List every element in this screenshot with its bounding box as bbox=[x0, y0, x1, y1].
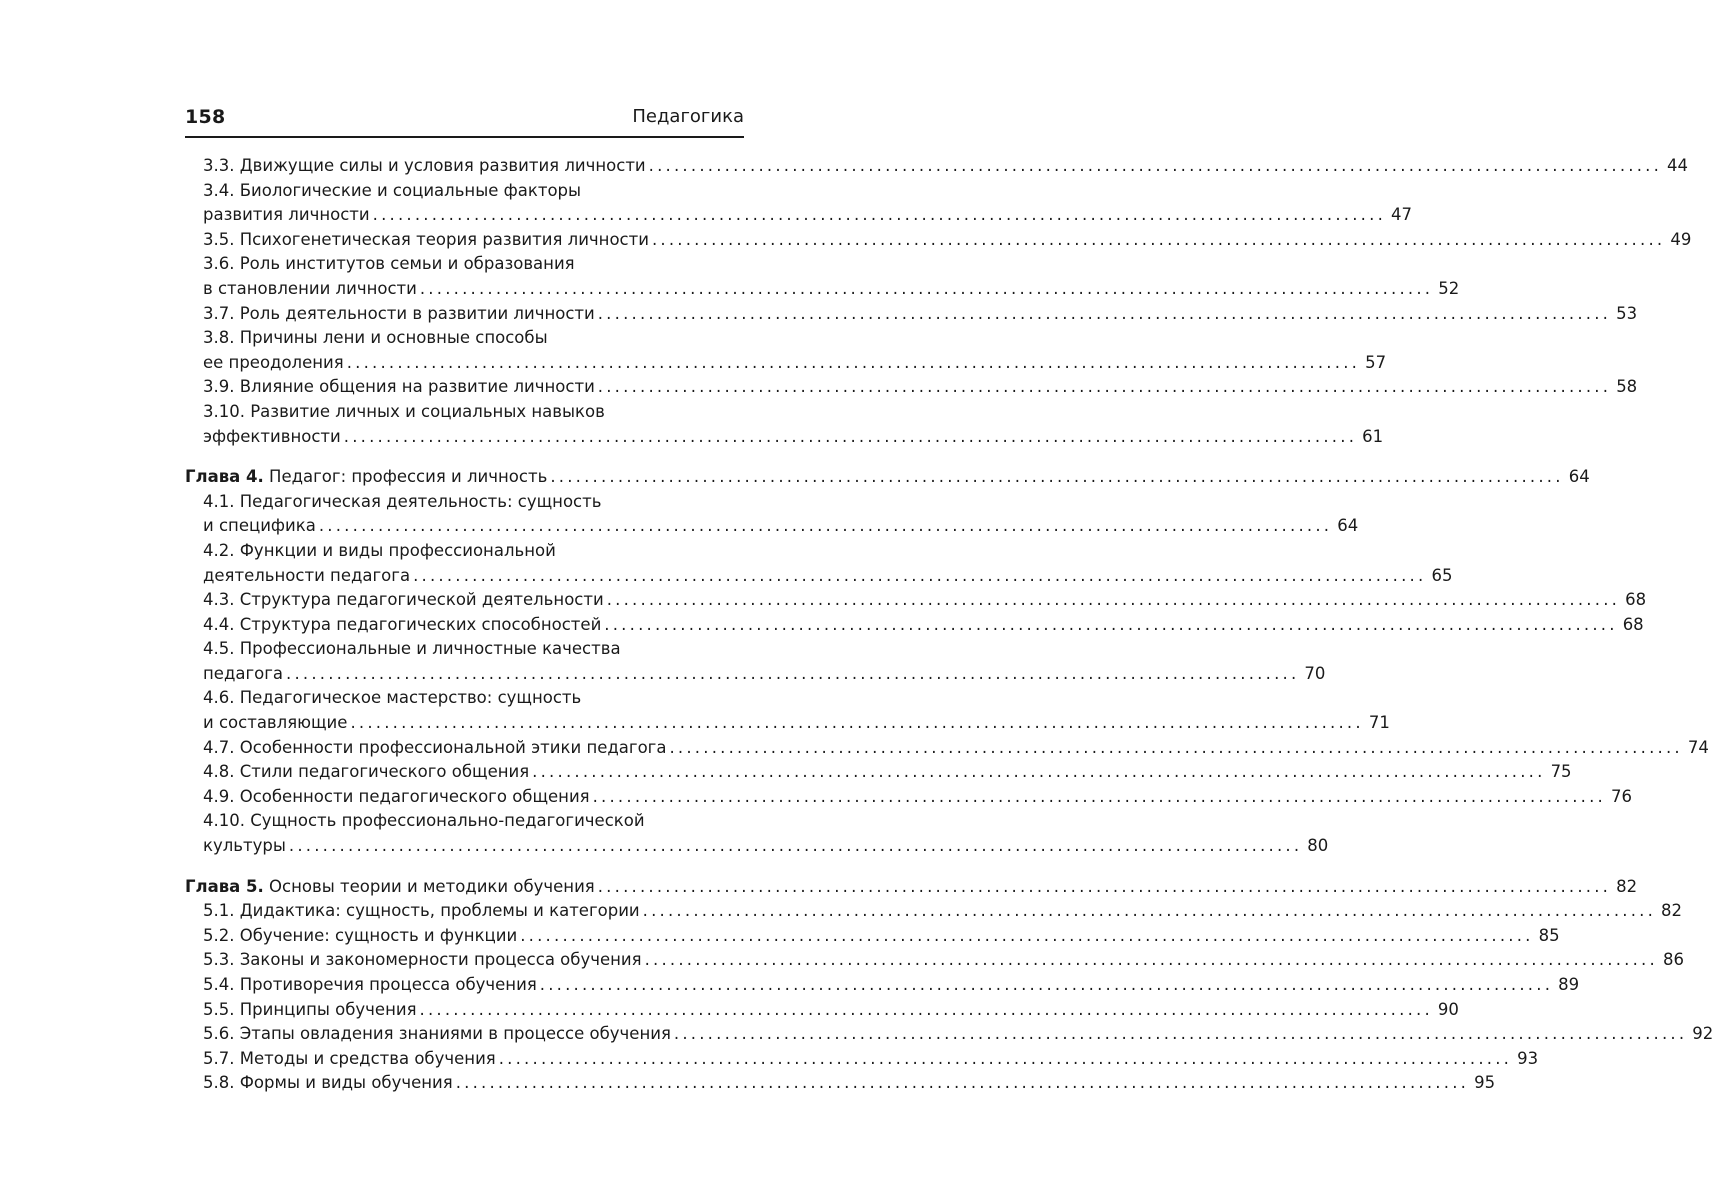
dot-leader: ........................................................................................................................ bbox=[346, 352, 1361, 372]
dot-leader: ........................................................................................................................ bbox=[372, 205, 1387, 225]
section-page-number: 75 bbox=[1550, 762, 1572, 782]
toc-entry-line bbox=[185, 875, 1638, 900]
toc-entry-line bbox=[203, 834, 1329, 859]
section-title: 5.5. Принципы обучения bbox=[203, 999, 417, 1019]
section-title: 5.3. Законы и закономерности процесса обучения bbox=[203, 950, 642, 970]
section-title: 3.10. Развитие личных и социальных навыков bbox=[203, 401, 605, 421]
toc-chapter-block bbox=[185, 465, 1709, 859]
page-number: 158 bbox=[185, 106, 226, 128]
section-title: 4.4. Структура педагогических способностей bbox=[203, 614, 602, 634]
dot-leader: ........................................................................................................................ bbox=[669, 737, 1683, 757]
dot-leader: ........................................................................................................................ bbox=[648, 156, 1663, 175]
toc-entry-line bbox=[203, 736, 1709, 761]
dot-leader: ........................................................................................................................ bbox=[318, 516, 1333, 536]
section-title: 5.7. Методы и средства обучения bbox=[203, 1048, 496, 1068]
section-page-number: 86 bbox=[1662, 950, 1684, 970]
section-page-number: 47 bbox=[1391, 205, 1413, 225]
toc-entry[interactable] bbox=[185, 588, 1647, 613]
toc-entry[interactable] bbox=[185, 302, 1638, 327]
toc-entry[interactable] bbox=[185, 736, 1709, 761]
toc-entry[interactable] bbox=[185, 1047, 1539, 1072]
toc-entry-line bbox=[203, 154, 1689, 179]
toc-entry[interactable] bbox=[185, 809, 1329, 858]
chapter-label: Глава 5. bbox=[185, 876, 264, 896]
dot-leader: ........................................................................................................................ bbox=[419, 999, 1433, 1019]
chapter-label: Глава 4. bbox=[185, 467, 264, 487]
section-title: 4.8. Стили педагогического общения bbox=[203, 762, 530, 782]
dot-leader: ........................................................................................................................ bbox=[350, 713, 1364, 733]
toc-entry-line bbox=[203, 899, 1683, 924]
toc-entry[interactable] bbox=[185, 760, 1572, 785]
chapter-title bbox=[185, 465, 547, 490]
dot-leader: ........................................................................................................................ bbox=[455, 1073, 1470, 1093]
toc-entry-line bbox=[203, 228, 1692, 253]
section-page-number: 57 bbox=[1365, 352, 1387, 372]
toc-entry[interactable] bbox=[185, 1022, 1713, 1047]
toc-entry-line bbox=[203, 973, 1580, 998]
section-page-number: 44 bbox=[1667, 156, 1689, 175]
dot-leader: ........................................................................................................................ bbox=[644, 950, 1658, 970]
section-title: 4.3. Структура педагогической деятельности bbox=[203, 590, 604, 610]
toc-entry-line bbox=[203, 588, 1647, 613]
dot-leader: ........................................................................................................................ bbox=[498, 1048, 1513, 1068]
dot-leader: ........................................................................................................................ bbox=[413, 565, 1427, 585]
toc-entry[interactable] bbox=[185, 252, 1460, 301]
section-title: 5.6. Этапы овладения знаниями в процессе обучения bbox=[203, 1024, 671, 1044]
toc-entry-line bbox=[185, 465, 1590, 490]
toc-entry-line bbox=[203, 179, 744, 204]
dot-leader: ........................................................................................................................ bbox=[673, 1024, 1688, 1044]
toc-entry-line bbox=[203, 302, 1638, 327]
section-title: и составляющие bbox=[203, 713, 348, 733]
table-of-contents bbox=[185, 154, 1713, 1112]
section-page-number: 95 bbox=[1474, 1073, 1496, 1093]
toc-entry[interactable] bbox=[185, 326, 1387, 375]
dot-leader: ........................................................................................................................ bbox=[597, 876, 1612, 896]
toc-entry-line bbox=[203, 785, 1632, 810]
dot-leader: ........................................................................................................................ bbox=[343, 426, 1358, 446]
section-title: 4.9. Особенности педагогического общения bbox=[203, 786, 590, 806]
toc-entry[interactable] bbox=[185, 613, 1644, 638]
toc-entry[interactable] bbox=[185, 686, 1390, 735]
section-title: эффективности bbox=[203, 426, 341, 446]
section-title: 4.5. Профессиональные и личностные качества bbox=[203, 639, 621, 659]
section-title: культуры bbox=[203, 836, 286, 856]
dot-leader: ........................................................................................................................ bbox=[606, 590, 1621, 610]
section-title: 4.10. Сущность профессионально-педагогической bbox=[203, 811, 645, 831]
section-title: педагога bbox=[203, 663, 284, 683]
toc-chapter-entry[interactable] bbox=[185, 465, 1590, 490]
section-page-number: 58 bbox=[1616, 377, 1638, 397]
page-header bbox=[185, 104, 744, 138]
toc-entry-line bbox=[203, 514, 1359, 539]
toc-entry[interactable] bbox=[185, 179, 1413, 228]
chapter-name: Основы теории и методики обучения bbox=[263, 876, 595, 896]
toc-entry[interactable] bbox=[185, 637, 1326, 686]
section-page-number: 82 bbox=[1661, 901, 1683, 921]
toc-entry[interactable] bbox=[185, 490, 1359, 539]
toc-entry-line bbox=[203, 924, 1560, 949]
section-page-number: 85 bbox=[1538, 925, 1560, 945]
toc-entry-line bbox=[203, 760, 1572, 785]
toc-chapter-block bbox=[185, 875, 1713, 1096]
toc-entry-line bbox=[203, 539, 744, 564]
toc-entry[interactable] bbox=[185, 228, 1692, 253]
dot-leader: ........................................................................................................................ bbox=[597, 303, 1612, 323]
toc-entry[interactable] bbox=[185, 785, 1632, 810]
section-title: 3.3. Движущие силы и условия развития личности bbox=[203, 156, 646, 175]
toc-chapter-entry[interactable] bbox=[185, 875, 1638, 900]
toc-entry-line bbox=[203, 1047, 1539, 1072]
section-title: 3.8. Причины лени и основные способы bbox=[203, 328, 548, 348]
dot-leader: ........................................................................................................................ bbox=[651, 229, 1666, 249]
running-title: Педагогика bbox=[632, 106, 744, 127]
dot-leader: ........................................................................................................................ bbox=[597, 377, 1612, 397]
section-title: 5.8. Формы и виды обучения bbox=[203, 1073, 453, 1093]
section-page-number: 70 bbox=[1304, 663, 1326, 683]
toc-entry-line bbox=[203, 613, 1644, 638]
section-page-number: 53 bbox=[1616, 303, 1638, 323]
section-page-number: 49 bbox=[1670, 229, 1692, 249]
toc-entry[interactable] bbox=[185, 973, 1580, 998]
section-page-number: 92 bbox=[1692, 1024, 1713, 1044]
section-page-number: 71 bbox=[1368, 713, 1390, 733]
dot-leader: ........................................................................................................................ bbox=[539, 975, 1554, 994]
toc-entry-line bbox=[203, 662, 1326, 687]
section-title: 5.2. Обучение: сущность и функции bbox=[203, 925, 518, 945]
section-page-number: 76 bbox=[1610, 786, 1632, 806]
chapter-title bbox=[185, 875, 595, 900]
toc-entry-line bbox=[203, 400, 744, 425]
section-page-number: 64 bbox=[1337, 516, 1359, 536]
section-page-number: 74 bbox=[1687, 737, 1709, 757]
dot-leader: ........................................................................................................................ bbox=[419, 278, 1434, 298]
section-title: 4.6. Педагогическое мастерство: сущность bbox=[203, 688, 582, 708]
dot-leader: ........................................................................................................................ bbox=[288, 836, 1303, 856]
section-title: 4.1. Педагогическая деятельность: сущность bbox=[203, 491, 602, 511]
toc-entry[interactable] bbox=[185, 400, 1384, 449]
section-title: и специфика bbox=[203, 516, 316, 536]
section-title: деятельности педагога bbox=[203, 565, 411, 585]
chapter-name: Педагог: профессия и личность bbox=[263, 467, 548, 487]
section-title: 5.1. Дидактика: сущность, проблемы и категории bbox=[203, 901, 640, 921]
section-page-number: 68 bbox=[1625, 590, 1647, 610]
section-title: развития личности bbox=[203, 205, 370, 225]
toc-entry-line bbox=[203, 277, 1460, 302]
toc-entry-line bbox=[203, 490, 744, 515]
toc-entry-line bbox=[203, 252, 744, 277]
toc-entry[interactable] bbox=[185, 539, 1453, 588]
section-page-number: 89 bbox=[1558, 975, 1580, 994]
dot-leader: ........................................................................................................................ bbox=[550, 467, 1564, 487]
toc-entry-line bbox=[203, 564, 1453, 589]
toc-entry[interactable] bbox=[185, 154, 1689, 179]
toc-entry-line bbox=[203, 948, 1684, 973]
toc-entry-line bbox=[203, 375, 1638, 400]
section-page-number: 52 bbox=[1438, 278, 1460, 298]
dot-leader: ........................................................................................................................ bbox=[592, 786, 1606, 806]
toc-entry-line bbox=[203, 1071, 1496, 1096]
section-title: 3.5. Психогенетическая теория развития личности bbox=[203, 229, 649, 249]
toc-entry-line bbox=[203, 711, 1390, 736]
section-title: 4.2. Функции и виды профессиональной bbox=[203, 540, 556, 560]
chapter-page-number: 82 bbox=[1616, 876, 1638, 896]
toc-entry-line bbox=[203, 686, 744, 711]
section-page-number: 68 bbox=[1622, 614, 1644, 634]
toc-entry[interactable] bbox=[185, 948, 1684, 973]
section-title: в становлении личности bbox=[203, 278, 417, 298]
section-title: 3.7. Роль деятельности в развитии личности bbox=[203, 303, 595, 323]
section-page-number: 93 bbox=[1517, 1048, 1539, 1068]
section-page-number: 65 bbox=[1431, 565, 1453, 585]
toc-entry-line bbox=[203, 326, 744, 351]
section-title: 3.9. Влияние общения на развитие личности bbox=[203, 377, 595, 397]
dot-leader: ........................................................................................................................ bbox=[532, 762, 1546, 782]
dot-leader: ........................................................................................................................ bbox=[286, 663, 1300, 683]
toc-entry-line bbox=[203, 637, 744, 662]
toc-entry[interactable] bbox=[185, 1071, 1496, 1096]
section-page-number: 90 bbox=[1437, 999, 1459, 1019]
section-title: 5.4. Противоречия процесса обучения bbox=[203, 975, 537, 994]
dot-leader: ........................................................................................................................ bbox=[642, 901, 1657, 921]
section-title: 3.6. Роль институтов семьи и образования bbox=[203, 254, 575, 274]
section-title: ее преодоления bbox=[203, 352, 344, 372]
toc-entry-line bbox=[203, 809, 744, 834]
toc-entry-line bbox=[203, 351, 1387, 376]
section-page-number: 80 bbox=[1307, 836, 1329, 856]
toc-entry-line bbox=[203, 425, 1384, 450]
toc-entry[interactable] bbox=[185, 998, 1459, 1023]
chapter-page-number: 64 bbox=[1568, 467, 1590, 487]
toc-entry[interactable] bbox=[185, 899, 1683, 924]
toc-entry-line bbox=[203, 203, 1413, 228]
dot-leader: ........................................................................................................................ bbox=[604, 614, 1618, 634]
toc-entry[interactable] bbox=[185, 924, 1560, 949]
toc-entry-line bbox=[203, 1022, 1713, 1047]
toc-entry-line bbox=[203, 998, 1459, 1023]
section-page-number: 61 bbox=[1362, 426, 1384, 446]
section-title: 4.7. Особенности профессиональной этики педагога bbox=[203, 737, 667, 757]
toc-chapter-block bbox=[185, 154, 1692, 449]
dot-leader: ........................................................................................................................ bbox=[520, 925, 1534, 945]
section-title: 3.4. Биологические и социальные факторы bbox=[203, 180, 582, 200]
toc-entry[interactable] bbox=[185, 375, 1638, 400]
